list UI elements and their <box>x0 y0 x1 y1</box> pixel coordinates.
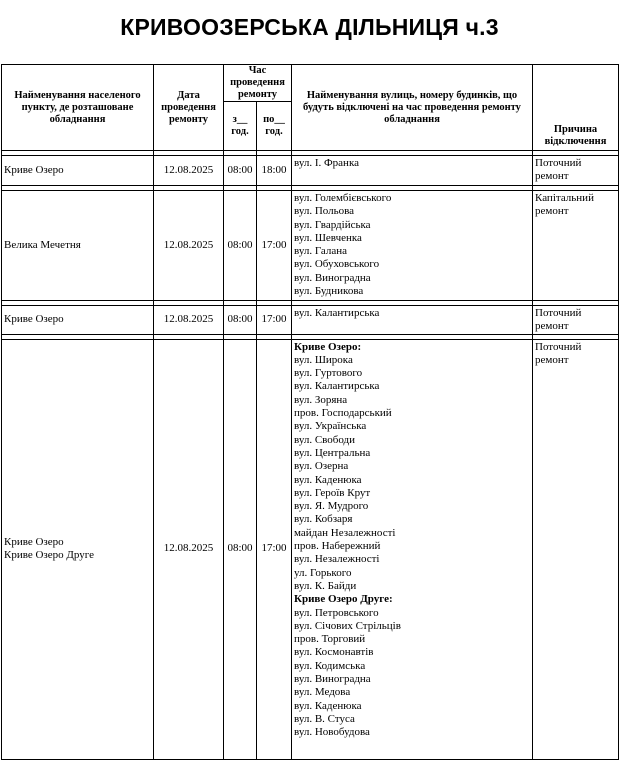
settlement-cell <box>2 156 154 186</box>
street-name: вул. Голембієвського <box>294 192 392 204</box>
reason-text: Поточний <box>535 157 582 169</box>
settlement-cell <box>2 191 154 301</box>
reason-text: ремонт <box>535 353 569 366</box>
street-name: вул. Виноградна <box>294 673 371 686</box>
street-name: вул. Я. Мудрого <box>294 500 369 513</box>
street-name: вул. Калантирська <box>294 380 380 393</box>
reason-text: Капітальний <box>535 192 594 204</box>
street-name: вул. Петровського <box>294 606 379 619</box>
street-name: майдан Незалежності <box>294 526 396 539</box>
street-name: вул. Незалежності <box>294 553 380 566</box>
date-cell: 12.08.2025 <box>154 191 224 301</box>
street-name: вул. Кодимська <box>294 659 366 672</box>
time-to-cell: 18:00 <box>257 156 292 186</box>
time-from-cell: 08:00 <box>224 191 257 301</box>
settlement-name: Велика Мечетня <box>4 238 81 251</box>
streets-cell <box>292 156 533 186</box>
date-cell: 12.08.2025 <box>154 306 224 335</box>
street-name: пров. Торговий <box>294 633 366 646</box>
street-name: вул. Новобудова <box>294 726 370 739</box>
header-from: з__ год. <box>224 102 257 151</box>
streets-cell <box>292 339 533 759</box>
table-row <box>2 306 619 335</box>
street-name: вул. Героїв Крут <box>294 486 371 499</box>
street-name: вул. Широка <box>294 353 353 366</box>
table-body <box>2 151 619 760</box>
time-to-cell: 17:00 <box>257 339 292 759</box>
time-from-cell: 08:00 <box>224 306 257 335</box>
street-name: вул. Космонавтів <box>294 646 374 659</box>
streets-cell <box>292 306 533 335</box>
date-cell: 12.08.2025 <box>154 339 224 759</box>
header-reason: Причина відключення <box>533 102 619 151</box>
streets-cell <box>292 191 533 301</box>
street-name: вул. Галана <box>294 245 348 258</box>
table-row <box>2 339 619 759</box>
street-name: вул. Каденюка <box>294 473 362 486</box>
reason-cell <box>533 191 619 301</box>
date-cell: 12.08.2025 <box>154 156 224 186</box>
settlement-name: Криве Озеро Друге <box>4 549 95 562</box>
street-name: вул. Гвардійська <box>294 218 371 231</box>
header-reason-blank <box>533 65 619 102</box>
table-header <box>2 65 619 151</box>
reason-cell <box>533 306 619 335</box>
header-date: Дата проведення ремонту <box>154 65 224 151</box>
street-name: вул. Польова <box>294 205 355 218</box>
outage-table <box>1 64 619 760</box>
street-name: вул. Калантирська <box>294 307 380 319</box>
street-name: вул. Каденюка <box>294 699 362 712</box>
street-name: вул. Будникова <box>294 285 364 298</box>
settlement-cell <box>2 306 154 335</box>
street-name: вул. І. Франка <box>294 157 360 169</box>
table-row <box>2 191 619 301</box>
street-name: вул. Медова <box>294 686 351 699</box>
street-name: пров. Набережний <box>294 540 381 553</box>
page-title: КРИВООЗЕРСЬКА ДІЛЬНИЦЯ ч.3 <box>120 14 499 40</box>
street-name: вул. Шевченка <box>294 231 362 244</box>
time-to-cell: 17:00 <box>257 191 292 301</box>
header-settlement: Найменування населеного пункту, де розташоване обладнання <box>2 65 154 151</box>
street-name: пров. Господарський <box>294 407 392 420</box>
street-name: вул. В. Стуса <box>294 712 355 725</box>
time-from-cell: 08:00 <box>224 339 257 759</box>
reason-text: ремонт <box>535 205 569 218</box>
street-name: вул. Виноградна <box>294 271 371 284</box>
street-name: вул. Свободи <box>294 433 356 446</box>
settlement-cell <box>2 339 154 759</box>
street-name: вул. Зоряна <box>294 393 348 406</box>
header-streets: Найменування вулиць, номеру будинків, що будуть відключені на час проведення ремонту обладнання <box>292 65 533 151</box>
reason-text: ремонт <box>535 320 569 333</box>
reason-cell <box>533 339 619 759</box>
street-name: вул. Озерна <box>294 460 349 473</box>
reason-cell <box>533 156 619 186</box>
reason-text: Поточний <box>535 340 582 353</box>
time-from-cell: 08:00 <box>224 156 257 186</box>
street-name: вул. К. Байди <box>294 579 357 592</box>
settlement-name: Криве Озеро <box>4 535 64 548</box>
street-name: вул. Обуховського <box>294 258 380 271</box>
street-name: вул. Кобзаря <box>294 513 353 526</box>
header-to: по__ год. <box>257 102 292 151</box>
street-group-heading: Криве Озеро: <box>294 340 362 353</box>
settlement-name: Криве Озеро <box>4 163 64 176</box>
street-group-heading: Криве Озеро Друге: <box>294 593 393 606</box>
table-row <box>2 156 619 186</box>
reason-text: ремонт <box>535 170 569 183</box>
settlement-name: Криве Озеро <box>4 313 64 326</box>
street-name: вул. Січових Стрільців <box>294 619 401 632</box>
street-name: ул. Горького <box>294 566 352 579</box>
street-name: вул. Гуртового <box>294 367 363 380</box>
street-name: вул. Українська <box>294 420 367 433</box>
street-name: вул. Центральна <box>294 446 371 459</box>
header-time: Час проведення ремонту <box>224 65 292 102</box>
reason-text: Поточний <box>535 307 582 319</box>
time-to-cell: 17:00 <box>257 306 292 335</box>
